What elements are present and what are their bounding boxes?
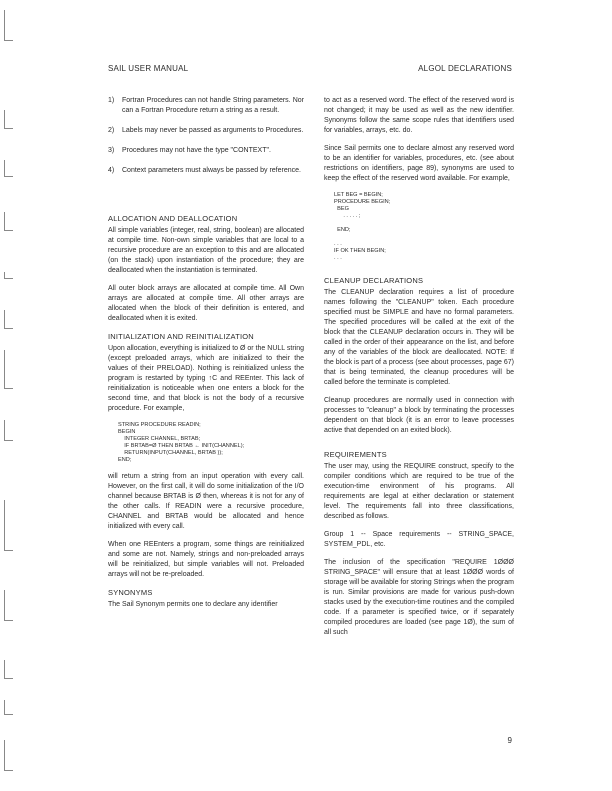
synonyms-paragraph-2: Since Sail permits one to declare almost any reserved word to be an identifier for variables, procedures, etc. (see about restrictions on identifiers, page 89), synonyms are used to keep the effect of the reserved word available. For example, xyxy=(324,145,514,182)
list-text: Fortran Procedures can not handle String parameters. Nor can a Fortran Procedure return a string as a result. xyxy=(122,97,304,114)
running-header-right: ALGOL DECLARATIONS xyxy=(418,64,512,73)
allocation-paragraph-2: All outer block arrays are allocated at compile time. All Own arrays are allocated at compile time. All other arrays are allocated when the block of their definition is entered, and deallocated when it is exited. xyxy=(108,285,304,322)
list-item xyxy=(108,146,304,156)
margin-mark xyxy=(4,310,13,329)
initialization-paragraph-3: When one REEnters a program, some things are reinitialized and some are not. Namely, strings and non-preloaded arrays will be reinitialized, but simple variables will not. Preloaded arrays will not be re-preloaded. xyxy=(108,541,304,578)
running-header-left: SAIL USER MANUAL xyxy=(108,64,189,73)
list-item xyxy=(108,166,304,176)
left-column xyxy=(108,96,304,618)
list-item xyxy=(108,126,304,136)
allocation-paragraph-1: All simple variables (integer, real, string, boolean) are allocated at compile time. Non-own simple variables that are local to a recursive procedure are an exception to this and are allocated (on the stack) upon instantiation of the procedure; they are deallocated when the instantiation is terminated. xyxy=(108,227,304,274)
restrictions-list xyxy=(108,96,304,176)
synonyms-paragraph-start: The Sail Synonym permits one to declare any identifier xyxy=(108,601,278,608)
margin-mark xyxy=(4,660,13,679)
margin-mark xyxy=(4,420,13,441)
synonyms-paragraph-1: to act as a reserved word. The effect of the reserved word is not changed; it may be used as well as the new identifier. Synonyms follow the same scope rules that identifiers used for variables, arrays, etc. do. xyxy=(324,97,514,134)
margin-mark xyxy=(4,272,13,279)
margin-mark xyxy=(4,160,13,177)
allocation-heading: ALLOCATION AND DEALLOCATION xyxy=(108,214,238,223)
page-number: 9 xyxy=(507,736,512,745)
list-number: 3) xyxy=(108,147,115,154)
margin-mark xyxy=(4,500,13,551)
cleanup-paragraph-1: The CLEANUP declaration requires a list of procedure names following the "CLEANUP" token. Each procedure specified must be SIMPLE and have no formal parameters. The specified procedures will be called at the exit of the block that the CLEANUP declaration occurs in. They will be called in the order of their appearance on the list, and before any of the variables of the block are deallocated. NOTE: If the block is part of a process (see about processes, page 67) that is being terminated, the cleanup procedures will be called before the terminate is completed. xyxy=(324,289,514,386)
list-item xyxy=(108,96,304,116)
list-text: Procedures may not have the type "CONTEXT". xyxy=(122,147,271,154)
margin-mark xyxy=(4,110,13,129)
list-number: 4) xyxy=(108,167,115,174)
margin-mark xyxy=(4,740,13,771)
margin-mark xyxy=(4,590,13,621)
requirements-paragraph-3: The inclusion of the specification "REQUIRE 1ØØØ STRING_SPACE" will ensure that at least 1ØØØ words of storage will be available for storing Strings when the program is run. Similar provisions are made for various push-down stacks used by the execution-time routines and the compiled code. If a parameter is specified twice, or if separately compiled procedures are loaded (see page 1Ø), the sum of all such xyxy=(324,559,514,636)
margin-mark xyxy=(4,700,13,715)
list-text: Labels may never be passed as arguments to Procedures. xyxy=(122,127,304,134)
cleanup-paragraph-2: Cleanup procedures are normally used in connection with processes to "cleanup" a block by terminating the processes dependent on that block (it is an error to leave processes active that depended on an exited block). xyxy=(324,397,514,434)
margin-mark xyxy=(4,350,13,389)
cleanup-heading: CLEANUP DECLARATIONS xyxy=(324,276,424,285)
requirements-heading: REQUIREMENTS xyxy=(324,450,387,459)
initialization-paragraph-1: Upon allocation, everything is initialized to Ø or the NULL string (except preloaded arrays, which are initialized to their the values of their PRELOAD). Nothing is reinitialized unless the program is restarted by typing ↑C and REEnter. This lack of reinitialization is noticeable when one enters a block for the second time, and that block is not the body of a recursive procedure. For example, xyxy=(108,345,304,412)
list-text: Context parameters must always be passed by reference. xyxy=(122,167,301,174)
initialization-paragraph-2: will return a string from an input operation with every call. However, on the first call, it will do some initialization of the I/O channel because BRTAB is Ø then, whereas it is not for any of the other calls. If READIN were a recursive procedure, CHANNEL and BRTAB would be allocated and hence initialized with every call. xyxy=(108,473,304,530)
initialization-heading: INITIALIZATION AND REINITIALIZATION xyxy=(108,332,254,341)
readin-code-block: STRING PROCEDURE READIN; BEGIN INTEGER CHANNEL, BRTAB; IF BRTAB=Ø THEN BRTAB ← INIT(CHANNEL); RETURN(INPUT(CHANNEL, BRTAB )); END; xyxy=(118,422,245,463)
margin-mark xyxy=(4,10,13,41)
margin-mark xyxy=(4,212,13,231)
right-column xyxy=(324,96,514,646)
synonyms-heading: SYNONYMS xyxy=(108,588,153,597)
list-number: 2) xyxy=(108,127,115,134)
requirements-paragraph-1: The user may, using the REQUIRE construct, specify to the compiler conditions which are required to be true of the execution-time environment of his programs. All requirements are legal at either declaration or statement level. The requirements fall into three classifications, described as follows. xyxy=(324,463,514,520)
synonym-code-block: LET BEG = BEGIN; PROCEDURE BEGIN; BEG . . . . . ; END; . . . IF OK THEN BEGIN; . . . xyxy=(334,192,391,261)
list-number: 1) xyxy=(108,97,115,104)
requirements-paragraph-2: Group 1 -- Space requirements -- STRING_SPACE, SYSTEM_PDL, etc. xyxy=(324,531,514,548)
